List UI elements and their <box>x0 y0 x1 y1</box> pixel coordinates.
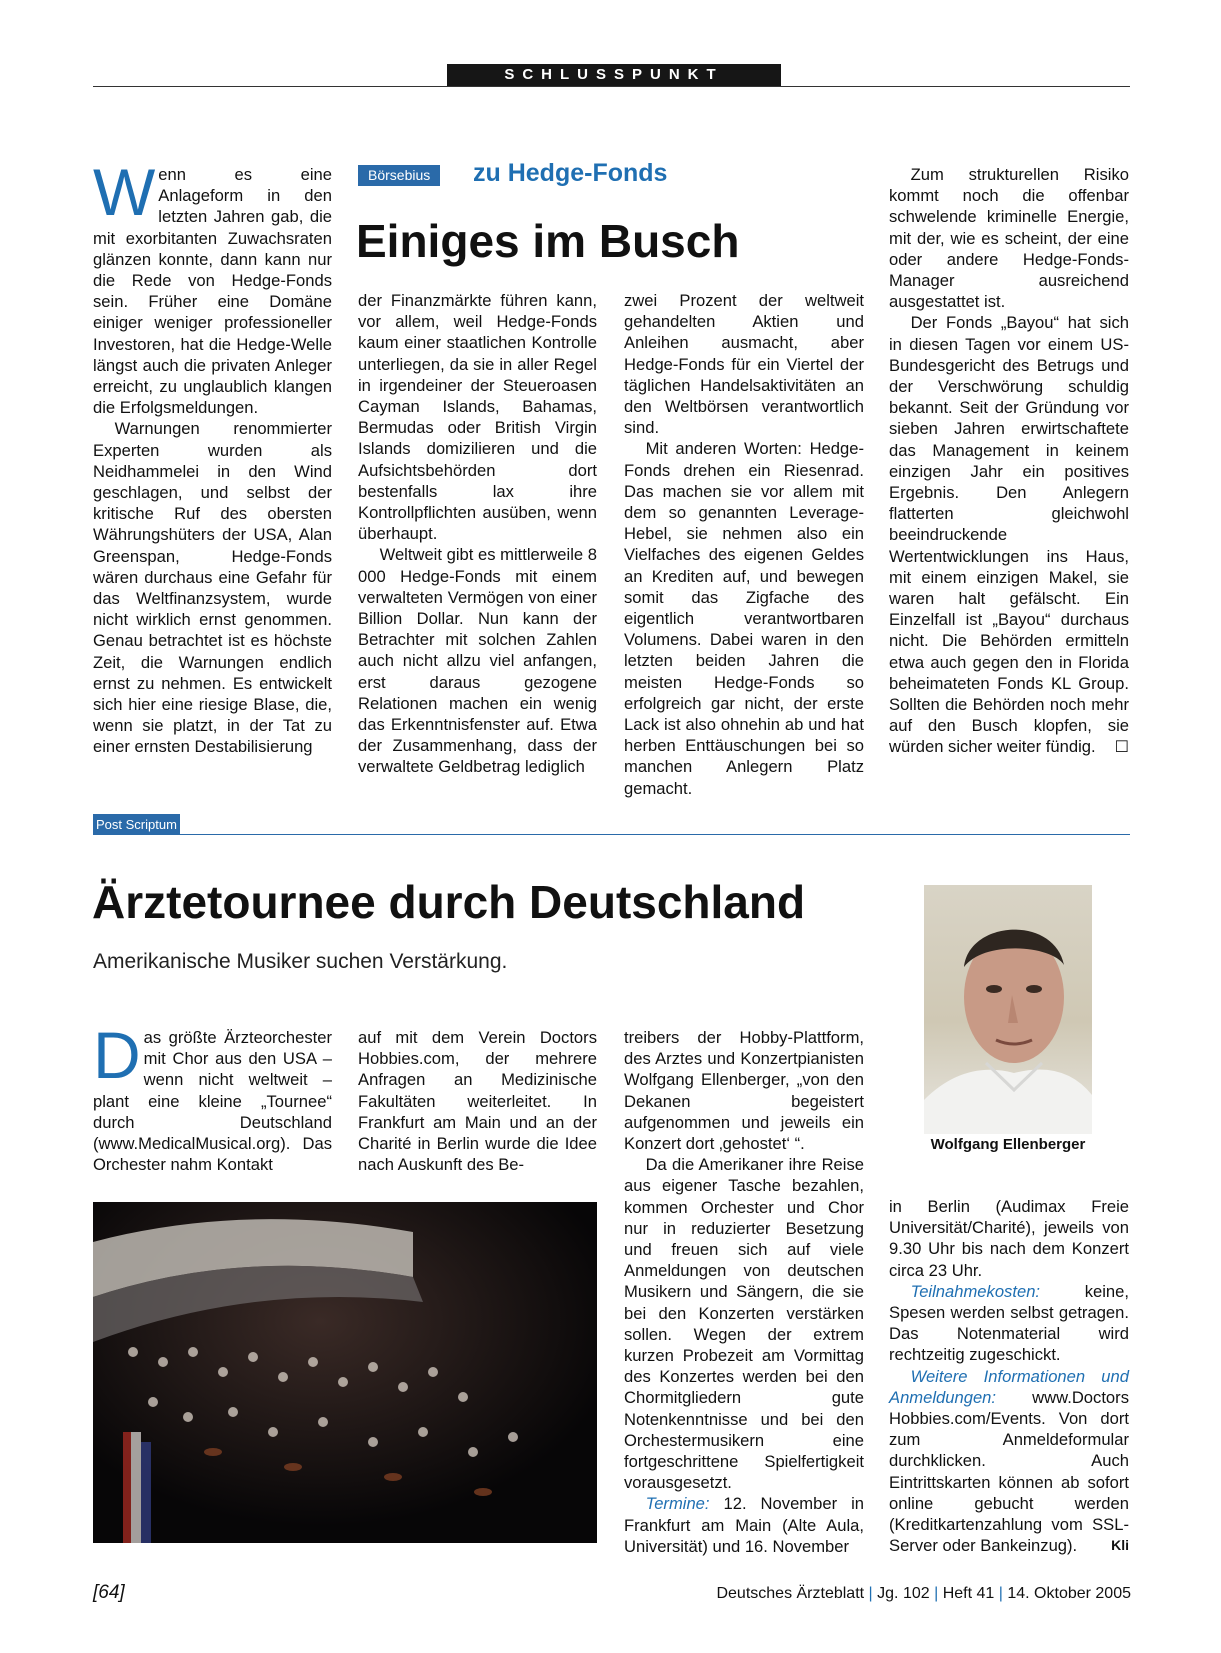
separator: | <box>998 1585 1003 1602</box>
date: 14. Oktober 2005 <box>1007 1585 1131 1602</box>
paragraph <box>889 1281 1129 1366</box>
paragraph: Der Fonds „Bayou“ hat sich in diesen Tagen vor einem US-Bundesgericht des Betrugs und der Verschwörung schuldig bekannt. Seit der Gründung vor sieben Jahren erwirtschaftete das Management in keinem einzigen Jahr ein positives Ergebnis. Den Anlegern flatterten gleichwohl beeindruckende Wertentwicklungen ins Haus, mit einem einzigen Makel, sie waren halt gefälscht. Ein Einzelfall ist „Bayou“ durchaus nicht. Die Behörden ermitteln etwa auch gegen den in Florida beheimateten Fonds KL Group. Sollten die Behörden noch mehr auf den Busch klopfen, sie würden sicher weiter fündig. <box>889 313 1129 757</box>
termine-text: 12. November in Frankfurt am Main (Alte Aula, Universität) und 16. November <box>624 1494 864 1556</box>
author-short: Kli <box>1111 1537 1129 1554</box>
end-mark: ☐ <box>1114 738 1129 756</box>
article1-col1 <box>93 155 332 758</box>
info-text: www.Doctors Hobbies.com/Events. Von dort zum Anmeldeformular durchklicken. Auch Eintrittskarten können ab sofort online gebucht werden (Kreditkartenzahlung vom SSL-Server oder Bankeinzug). <box>889 1387 1129 1556</box>
paragraph: Zum strukturellen Risiko kommt noch die offenbar schwelende kriminelle Energie, mit der, wie es scheint, der eine oder andere Hedge-Fonds-Manager ausreichend ausgestattet ist. <box>889 165 1129 312</box>
dropcap: W <box>93 155 156 229</box>
volume: Jg. 102 <box>877 1585 930 1602</box>
paragraph: Mit anderen Worten: Hedge-Fonds drehen ein Riesenrad. Das machen sie vor allem mit dem so genannten Leverage-Hebel, sie nehmen also ein Vielfaches des eigenen Geldes an Krediten auf, und bewegen somit das Zigfache des eigentlich verantwortbaren Volumens. Dabei waren in den letzten beiden Jahren die meisten Hedge-Fonds so erfolgreich gar nicht, der erste Lack ist also ohnehin ab und hat herben Enttäuschungen bei so manchen Anlegern Platz gemacht. <box>624 439 864 798</box>
info-label: Weitere Informationen und Anmeldungen: <box>889 1366 1129 1407</box>
article2-col1 <box>93 1018 332 1175</box>
page-number: [64] <box>93 1582 125 1603</box>
article2-title: Ärztetournee durch Deutschland <box>92 876 806 928</box>
article2-col2 <box>358 1027 597 1175</box>
portrait-illustration <box>924 885 1092 1134</box>
termine-label: Termine: <box>645 1494 710 1514</box>
journal-name: Deutsches Ärzteblatt <box>716 1585 865 1602</box>
orchestra-photo <box>93 1202 597 1543</box>
paragraph: as größte Ärzteorchester mit Chor aus den USA – wenn nicht weltweit – plant eine kleine „Tournee“ durch Deutschland (www.MedicalMusical.org). Das Orchester nahm Kontakt <box>93 1028 332 1175</box>
paragraph <box>624 1493 864 1557</box>
article1-col3 <box>624 290 864 799</box>
post-scriptum-rule <box>93 834 1130 835</box>
orchestra-illustration <box>93 1202 597 1543</box>
portrait-photo <box>924 885 1092 1134</box>
paragraph: der Finanzmärkte führen kann, vor allem, weil Hedge-Fonds kaum einer staatlichen Kontrolle unterliegen, da sie in aller Regel in irgendeiner der Steueroasen Cayman Islands, Bahamas, Bermudas oder British Virgin Islands domizilieren und die Aufsichtsbehörden dort bestenfalls lax ihre Kontrollpflichten ausüben, wenn überhaupt. <box>358 291 597 544</box>
paragraph: in Berlin (Audimax Freie Universität/Charité), jeweils von 9.30 Uhr bis nach dem Konzert circa 23 Uhr. <box>889 1197 1129 1280</box>
kosten-text: keine, Spesen werden selbst getragen. Das Notenmaterial wird rechtzeitig zugeschickt. <box>889 1281 1129 1365</box>
article2-col3 <box>624 1027 864 1557</box>
kosten-label: Teilnahmekosten: <box>910 1281 1041 1301</box>
portrait-caption: Wolfgang Ellenberger <box>930 1136 1086 1153</box>
paragraph: Weltweit gibt es mittlerweile 8 000 Hedge-Fonds mit einem verwalteten Vermögen von einer Billion Dollar. Nun kann der Betrachter mit solchen Zahlen auch nicht allzu viel anfangen, erst daraus gezogene Relationen machen ein wenig das Erkenntnisfenster auf. Etwa der Zusammenhang, dass der verwaltete Geldbetrag lediglich <box>358 545 597 777</box>
article-label: Börsebius <box>358 165 440 186</box>
footer-info <box>716 1585 1131 1603</box>
issue: Heft 41 <box>942 1585 995 1602</box>
article-kicker: zu Hedge-Fonds <box>473 159 668 187</box>
header-rule <box>93 86 1130 87</box>
paragraph: treibers der Hobby-Plattform, des Arztes und Konzertpianisten Wolfgang Ellenberger, „von den Dekanen begeistert aufgenommen und jeweils ein Konzert dort ‚gehostet‘ “. <box>624 1028 864 1154</box>
paragraph: enn es eine Anlageform in den letzten Jahren gab, die mit exorbitanten Zuwachsraten glänzen konnte, dann kann nur die Rede von Hedge-Fonds sein. Früher eine Domäne einiger weniger professioneller Investoren, hat die Hedge-Welle längst auch die privaten Anleger erreicht, zu unglaublich klangen die Erfolgsmeldungen. <box>93 165 332 418</box>
post-scriptum-label: Post Scriptum <box>93 814 180 835</box>
separator: | <box>934 1585 939 1602</box>
paragraph: auf mit dem Verein Doctors Hobbies.com, der mehrere Anfragen an Medizinische Fakultäten weiterleitet. In Frankfurt am Main und an der Charité in Berlin wurde die Idee nach Auskunft des Be- <box>358 1028 597 1175</box>
article2-subtitle: Amerikanische Musiker suchen Verstärkung. <box>93 950 508 973</box>
article1-col2 <box>358 290 597 778</box>
paragraph: zwei Prozent der weltweit gehandelten Aktien und Anleihen ausmacht, aber Hedge-Fonds für ein Viertel der täglichen Handelsaktivitäten an den Weltbörsen verantwortlich sind. <box>624 291 864 438</box>
article1-col4 <box>889 164 1129 758</box>
article-title: Einiges im Busch <box>356 215 740 267</box>
paragraph: Warnungen renommierter Experten wurden als Neidhammelei in den Wind geschlagen, und selbst der kritische Ruf des obersten Währungshüters der USA, Alan Greenspan, Hedge-Fonds wären durchaus eine Gefahr für das Weltfinanzsystem, wurde nicht wirklich ernst genommen. Genau betrachtet ist es höchste Zeit, die Warnungen endlich ernst zu nehmen. Es entwickelt sich hier eine riesige Blase, die, wenn sie platzt, in der Tat zu einer ernsten Destabilisierung <box>93 419 332 757</box>
separator: | <box>868 1585 873 1602</box>
section-label: SCHLUSSPUNKT <box>447 64 781 86</box>
dropcap: D <box>93 1018 141 1092</box>
article2-col4 <box>889 1196 1129 1557</box>
paragraph: Da die Amerikaner ihre Reise aus eigener Tasche bezahlen, kommen Orchester und Chor nur in reduzierter Besetzung und freuen sich auf viele Anmeldungen von deutschen Musikern und Sängern, die sie bei den Konzerten verstärken sollen. Wegen der extrem kurzen Probezeit am Vormittag des Konzertes werden bei den Chormitgliedern gute Notenkenntnisse und bei den Orchestermusikern eine fortgeschrittene Spielfertigkeit vorausgesetzt. <box>624 1155 864 1493</box>
paragraph <box>889 1366 1129 1557</box>
